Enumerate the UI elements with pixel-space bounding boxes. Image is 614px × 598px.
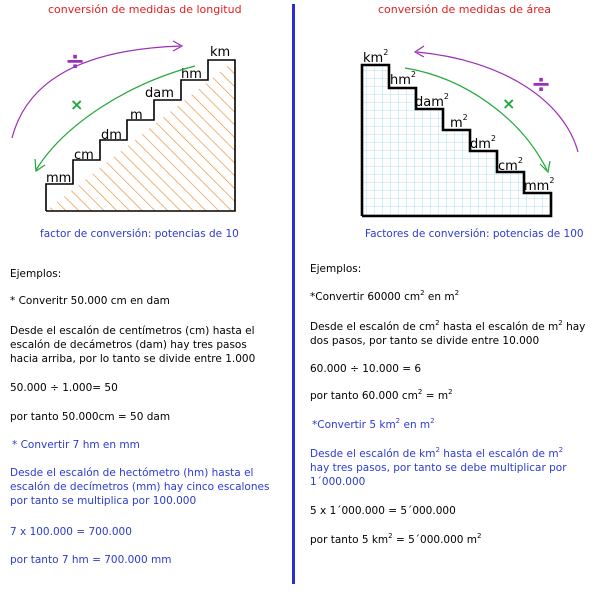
right-ex1-result: por tanto 60.000 $cm^2 = m^2$ bbox=[310, 388, 453, 402]
area-multiply-icon: × bbox=[502, 94, 516, 113]
right-ex2-explanation: Desde el escalón de $km^2$ hasta el escalón de $m^2$ bbox=[310, 446, 564, 460]
right-ex1-explanation-line2: dos pasos, por tanto se divide entre 10.000 bbox=[310, 335, 540, 347]
right-factor-caption: Factores de conversión: potencias de 100 bbox=[365, 228, 584, 240]
right-ex2-result: por tanto 5 $km^2$ = 5´000.000 $m^2$ bbox=[310, 532, 482, 546]
area-divide-arrowhead bbox=[415, 46, 424, 57]
right-ex2-statement: *Convertir 5 $km^2$ en $m^2$ bbox=[312, 417, 435, 431]
step-label-hm: hm bbox=[181, 67, 202, 82]
step-label-dm: dm bbox=[101, 128, 122, 143]
area-divide-icon: ÷ bbox=[531, 70, 552, 98]
step-label-dam: dam bbox=[145, 86, 174, 101]
area-staircase-diagram bbox=[302, 30, 592, 222]
divide-icon: ÷ bbox=[65, 47, 86, 75]
right-examples-heading: Ejemplos: bbox=[310, 263, 362, 275]
left-ex2-operation: 7 x 100.000 = 700.000 bbox=[10, 526, 132, 538]
left-ex2-result: por tanto 7 hm = 700.000 mm bbox=[10, 554, 172, 566]
hatched-area bbox=[46, 60, 235, 211]
right-ex1-operation: 60.000 ÷ 10.000 = 6 bbox=[310, 363, 422, 375]
right-ex2-explanation-line3: 1´000.000 bbox=[310, 476, 366, 488]
right-ex2-operation: 5 x 1´000.000 = 5´000.000 bbox=[310, 505, 456, 517]
left-ex2-statement: * Convertir 7 hm en mm bbox=[12, 439, 140, 451]
right-title: conversión de medidas de área bbox=[378, 3, 552, 16]
left-ex1-explanation: Desde el escalón de centímetros (cm) hasta el escalón de decámetros (dam) hay tres pasos hacia arriba, por lo tanto se divide entre 1.000 bbox=[10, 325, 256, 365]
area-step-label-km: $km^2$ bbox=[363, 48, 389, 66]
right-ex2-explanation-line2: hay tres pasos, por tanto se debe multiplicar por bbox=[310, 462, 567, 474]
left-title: conversión de medidas de longitud bbox=[48, 3, 242, 16]
left-ex1-operation: 50.000 ÷ 1.000= 50 bbox=[10, 382, 118, 394]
length-staircase-diagram bbox=[10, 28, 250, 218]
left-ex2-explanation: Desde el escalón de hectómetro (hm) hasta el escalón de decímetros (mm) hay cinco escalones por tanto se multiplica por 100.000 bbox=[10, 467, 270, 507]
area-step-label-cm: $cm^2$ bbox=[498, 156, 523, 174]
area-step-label-hm: $hm^2$ bbox=[390, 70, 416, 88]
right-ex1-explanation: Desde el escalón de $cm^2$ hasta el escalón de $m^2$ hay bbox=[310, 319, 586, 333]
left-factor-caption: factor de conversión: potencias de 10 bbox=[40, 228, 239, 240]
step-label-mm: mm bbox=[46, 171, 72, 186]
left-ex1-result: por tanto 50.000cm = 50 dam bbox=[10, 411, 171, 423]
multiply-icon: × bbox=[70, 95, 84, 114]
step-label-km: km bbox=[210, 45, 231, 60]
left-examples-heading: Ejemplos: bbox=[10, 268, 62, 280]
step-label-cm: cm bbox=[74, 148, 94, 163]
area-step-label-m: $m^2$ bbox=[450, 113, 468, 131]
left-ex1-statement: * Converitr 50.000 cm en dam bbox=[10, 295, 170, 307]
right-ex1-statement: *Convertir 60000 $cm^2$ en $m^2$ bbox=[310, 289, 460, 303]
area-step-label-dm: $dm^2$ bbox=[470, 134, 497, 152]
column-divider bbox=[292, 4, 295, 584]
step-label-m: m bbox=[130, 108, 143, 123]
area-step-label-dam: dam$^2$ bbox=[415, 92, 449, 110]
area-step-label-mm: $mm^2$ bbox=[524, 176, 555, 194]
